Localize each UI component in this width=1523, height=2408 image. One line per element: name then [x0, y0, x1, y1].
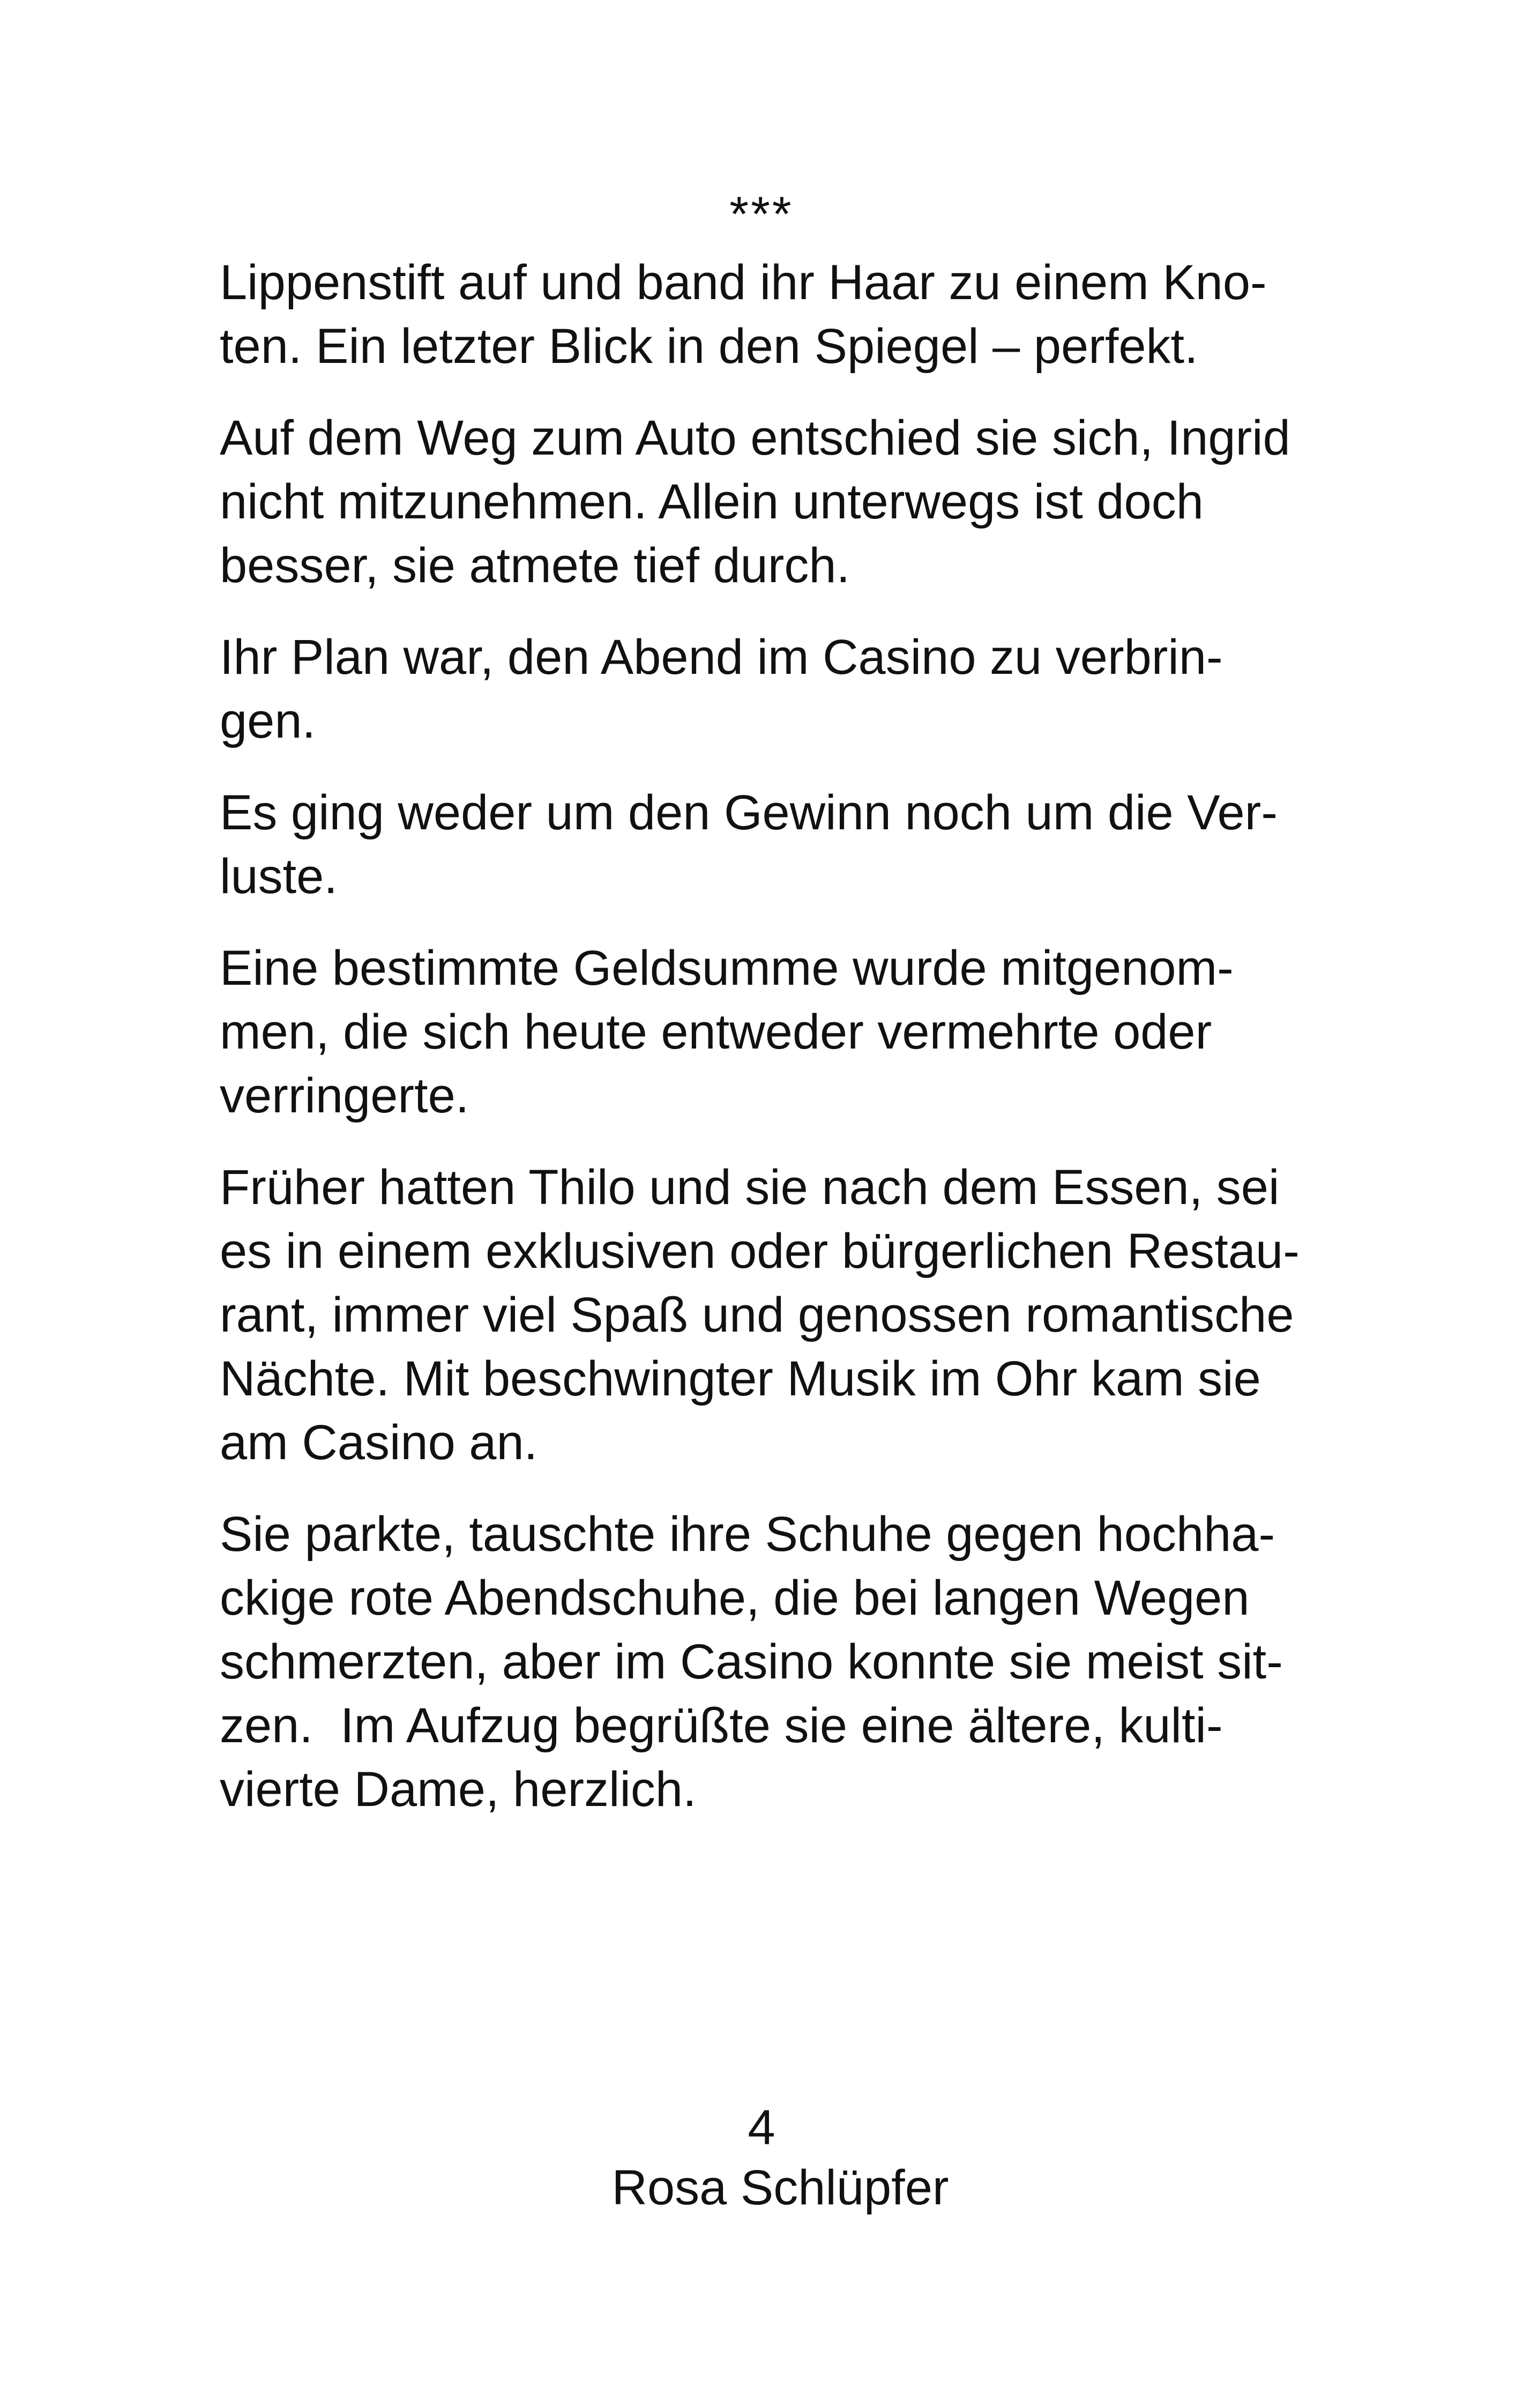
text-line: am Casino an. — [220, 1415, 538, 1470]
text-line: Auf dem Weg zum Auto entschied sie sich, Ingrid — [220, 411, 1290, 465]
text-line: luste. — [220, 849, 338, 904]
text-line: Ihr Plan war, den Abend im Casino zu verbrin- — [220, 630, 1223, 685]
paragraph — [220, 937, 1302, 1128]
paragraph — [220, 1156, 1302, 1475]
author-name: Rosa Schlüpfer — [611, 2160, 949, 2215]
text-line: Lippenstift auf und band ihr Haar zu einem Kno- — [220, 255, 1267, 310]
text-line: Es ging weder um den Gewinn noch um die Ver- — [220, 785, 1278, 840]
paragraph — [220, 251, 1302, 378]
text-line: ckige rote Abendschuhe, die bei langen Wegen — [220, 1571, 1250, 1625]
text-line: Früher hatten Thilo und sie nach dem Essen, sei — [220, 1160, 1280, 1215]
text-line: schmerzten, aber im Casino konnte sie meist sit- — [220, 1634, 1283, 1689]
paragraph — [220, 781, 1302, 909]
page-number: 4 — [748, 2100, 775, 2155]
text-line: rant, immer viel Spaß und genossen romantische — [220, 1288, 1294, 1342]
text-line: Sie parkte, tauschte ihre Schuhe gegen hochha- — [220, 1507, 1275, 1562]
text-line: Nächte. Mit beschwingter Musik im Ohr kam sie — [220, 1351, 1261, 1406]
paragraph — [220, 1503, 1302, 1822]
text-line: zen. Im Aufzug begrüßte sie eine ältere, kulti- — [220, 1698, 1223, 1753]
text-line: nicht mitzunehmen. Allein unterwegs ist doch — [220, 474, 1204, 529]
text-line: gen. — [220, 694, 316, 748]
text-line: ten. Ein letzter Blick in den Spiegel – perfekt. — [220, 319, 1198, 374]
section-separator: *** — [729, 187, 794, 242]
text-line: vierte Dame, herzlich. — [220, 1762, 697, 1817]
paragraph — [220, 406, 1302, 598]
text-line: men, die sich heute entweder vermehrte oder — [220, 1005, 1212, 1059]
paragraph — [220, 626, 1302, 753]
body-text — [220, 251, 1302, 1849]
text-line: Eine bestimmte Geldsumme wurde mitgenom- — [220, 941, 1234, 995]
text-line: verringerte. — [220, 1068, 469, 1123]
text-line: es in einem exklusiven oder bürgerlichen Restau- — [220, 1224, 1300, 1279]
text-line: besser, sie atmete tief durch. — [220, 538, 850, 593]
